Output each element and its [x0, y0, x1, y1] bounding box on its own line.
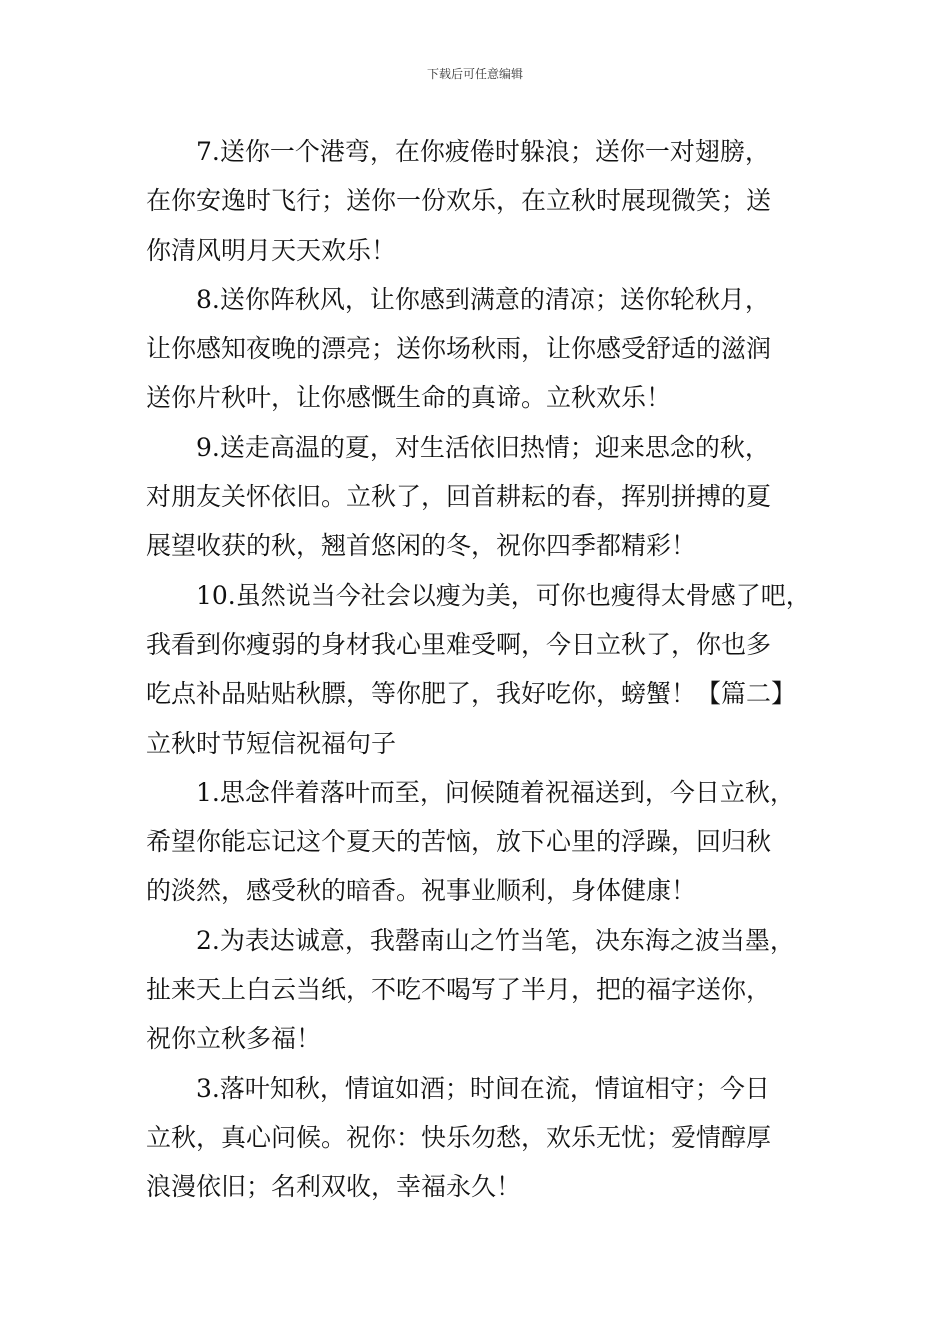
text-line: 3.落叶知秋，情谊如酒；时间在流，情谊相守；今日: [196, 1073, 770, 1103]
text-line: 7.送你一个港弯，在你疲倦时躲浪；送你一对翅膀，: [196, 137, 770, 166]
text-line: 9.送走高温的夏，对生活依旧热情；迎来思念的秋，: [196, 432, 770, 462]
text-line: 让你感知夜晚的漂亮；送你场秋雨，让你感受舒适的滋润: [146, 334, 772, 364]
text-line: 的淡然，感受秋的暗香。祝事业顺利，身体健康！: [146, 876, 697, 906]
text-line: 吃点补品贴贴秋膘，等你肥了，我好吃你，螃蟹！【篇二】: [146, 679, 797, 709]
text-line: 展望收获的秋，翘首悠闲的冬，祝你四季都精彩！: [146, 531, 697, 561]
text-line: 你清风明月天天欢乐！: [146, 235, 397, 265]
document-body: [146, 127, 836, 1212]
text-line: 送你片秋叶，让你感慨生命的真谛。立秋欢乐！: [146, 383, 672, 413]
text-line: 立秋，真心问候。祝你：快乐勿愁，欢乐无忧；爱情醇厚: [146, 1122, 772, 1152]
text-line: 8.送你阵秋风，让你感到满意的清凉；送你轮秋月，: [196, 284, 770, 314]
text-line: 浪漫依旧；名利双收，幸福永久！: [146, 1172, 522, 1202]
text-line: 祝你立秋多福！: [146, 1024, 322, 1054]
text-line: 立秋时节短信祝福句子: [146, 728, 397, 758]
text-line: 10.虽然说当今社会以瘦为美，可你也瘦得太骨感了吧，: [196, 580, 811, 610]
text-line: 对朋友关怀依旧。立秋了，回首耕耘的春，挥别拼搏的夏: [146, 482, 772, 512]
page-header: 下载后可任意编辑: [426, 67, 523, 81]
text-line: 我看到你瘦弱的身材我心里难受啊，今日立秋了，你也多: [146, 629, 772, 659]
text-line: 希望你能忘记这个夏天的苦恼，放下心里的浮躁，回归秋: [146, 827, 772, 857]
text-line: 在你安逸时飞行；送你一份欢乐，在立秋时展现微笑；送: [146, 186, 772, 216]
text-line: 1.思念伴着落叶而至，问候随着祝福送到，今日立秋，: [196, 777, 795, 807]
text-line: 扯来天上白云当纸，不吃不喝写了半月，把的福字送你，: [146, 975, 772, 1005]
text-line: 2.为表达诚意，我罄南山之竹当笔，决东海之波当墨，: [196, 925, 795, 955]
